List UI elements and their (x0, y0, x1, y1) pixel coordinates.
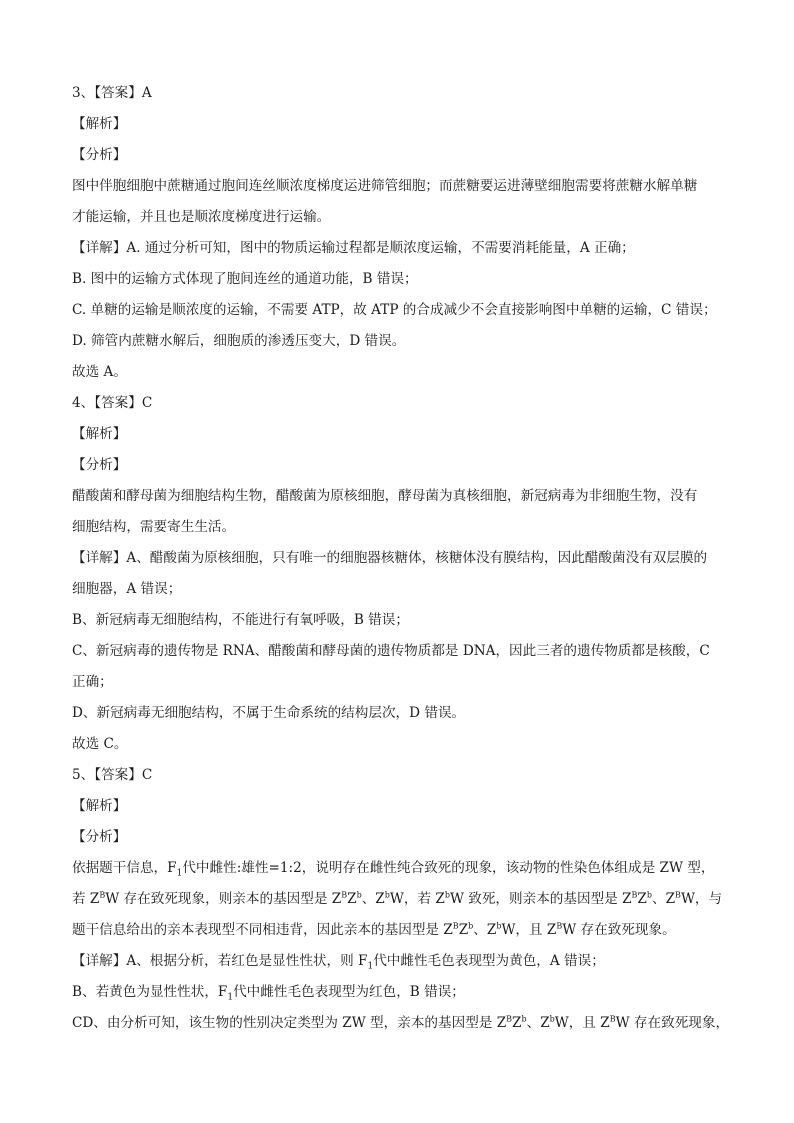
q3-answer: 3、【答案】A (72, 85, 152, 101)
q4-detail-a-line-2: 细胞器，A 错误； (72, 581, 182, 597)
q4-answer: 4、【答案】C (72, 395, 153, 411)
q4-detail-c-line-1: C、新冠病毒的遗传物是 RNA、醋酸菌和酵母菌的遗传物质都是 DNA，因此三者的遗传物质都是核酸，C (72, 643, 710, 659)
q4-analysis-line-2: 细胞结构，需要寄生生活。 (72, 519, 236, 535)
q3-analysis-line-1: 图中伴胞细胞中蔗糖通过胞间连丝顺浓度梯度运进筛管细胞；而蔗糖要运进薄壁细胞需要将蔗糖水解单糖 (72, 178, 698, 194)
q5-detail-b: B、若黄色为显性性状，$F_1$代中雌性毛色表现型为红色，B 错误； (72, 984, 465, 1003)
q3-detail-c: C. 单糖的运输是顺浓度的运输，不需要 ATP，故 ATP 的合成减少不会直接影响图中单糖的运输，C 错误； (72, 302, 717, 318)
q4-conclusion: 故选 C。 (72, 736, 128, 752)
q4-fenxi-heading: 【分析】 (72, 457, 127, 473)
q5-answer: 5、【答案】C (72, 767, 153, 783)
q3-analysis-line-2: 才能运输，并且也是顺浓度梯度进行运输。 (72, 209, 331, 225)
q3-detail-a: 【详解】A. 通过分析可知，图中的物质运输过程都是顺浓度运输，不需要消耗能量，A 正确； (72, 240, 635, 256)
q5-analysis-line-3: 题干信息给出的亲本表现型不同相违背，因此亲本的基因型是 $Z^BZ^b$、$Z^bW$，且 $Z^BW$ 存在致死现象。 (72, 921, 676, 938)
document-page (72, 78, 732, 1039)
q3-detail-d: D. 筛管内蔗糖水解后，细胞质的渗透压变大，D 错误。 (72, 333, 406, 349)
q5-detail-cd: CD、由分析可知，该生物的性别决定类型为 ZW 型，亲本的基因型是 $Z^BZ^b$、$Z^bW$，且 $Z^BW$ 存在致死现象， (72, 1014, 730, 1031)
q3-fenxi-heading: 【分析】 (72, 147, 127, 163)
q4-detail-c-line-2: 正确； (72, 674, 113, 690)
q3-conclusion: 故选 A。 (72, 364, 127, 380)
q4-analysis-line-1: 醋酸菌和酵母菌为细胞结构生物，醋酸菌为原核细胞，酵母菌为真核细胞，新冠病毒为非细胞生物，没有 (72, 488, 698, 504)
q5-detail-a: 【详解】A、根据分析，若红色是显性性状，则 $F_1$代中雌性毛色表现型为黄色，A 错误； (72, 953, 605, 972)
q5-analysis-line-2: 若 $Z^BW$ 存在致死现象，则亲本的基因型是 $Z^BZ^b$、$Z^bW$，若 $Z^bW$ 致死，则亲本的基因型是 $Z^BZ^b$、$Z^BW$，与 (72, 890, 723, 907)
q5-fenxi-heading: 【分析】 (72, 829, 127, 845)
q4-detail-a-line-1: 【详解】A、醋酸菌为原核细胞，只有唯一的细胞器核糖体，核糖体没有膜结构，因此醋酸菌没有双层膜的 (72, 550, 708, 566)
q5-analysis-line-1: 依据题干信息，$F_1$代中雌性:雄性=1:2，说明存在雌性纯合致死的现象，该动物的性染色体组成是 ZW 型， (72, 860, 715, 879)
q3-jiexi-heading: 【解析】 (72, 116, 127, 132)
q4-detail-d: D、新冠病毒无细胞结构，不属于生命系统的结构层次，D 错误。 (72, 705, 466, 721)
q3-detail-b: B. 图中的运输方式体现了胞间连丝的通道功能，B 错误； (72, 271, 418, 287)
q4-detail-b: B、新冠病毒无细胞结构，不能进行有氧呼吸，B 错误； (72, 612, 409, 628)
q4-jiexi-heading: 【解析】 (72, 426, 127, 442)
q5-jiexi-heading: 【解析】 (72, 798, 127, 814)
